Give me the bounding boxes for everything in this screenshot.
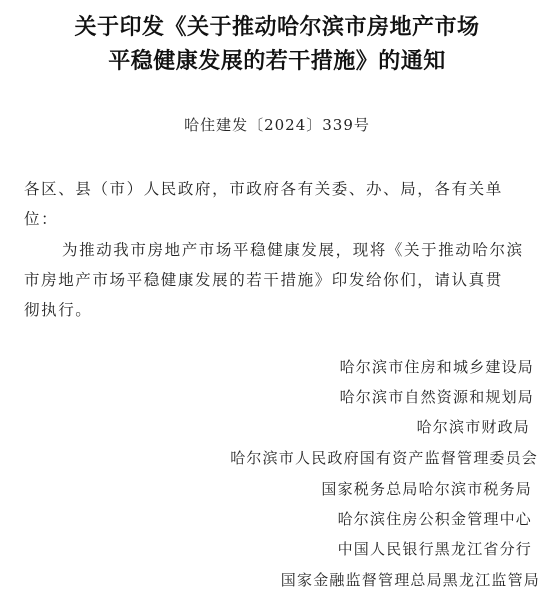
signatory-housing-bureau: 哈尔滨市住房和城乡建设局 (339, 358, 534, 376)
body-line-2: 市房地产市场平稳健康发展的若干措施》印发给你们，请认真贯 (24, 271, 503, 289)
body-line-1: 为推动我市房地产市场平稳健康发展，现将《关于推动哈尔滨 (62, 241, 524, 259)
title-line-1: 关于印发《关于推动哈尔滨市房地产市场 (74, 15, 480, 40)
signatory-tax-bureau: 国家税务总局哈尔滨市税务局 (321, 480, 532, 498)
signatory-sasac: 哈尔滨市人民政府国有资产监督管理委员会 (230, 449, 538, 467)
title-line-2: 平稳健康发展的若干措施》的通知 (108, 49, 446, 74)
signatory-housing-fund-center: 哈尔滨住房公积金管理中心 (337, 510, 532, 528)
document-number: 哈住建发〔2024〕339号 (184, 116, 370, 134)
body-line-3: 彻执行。 (24, 301, 93, 319)
signatory-pboc-branch: 中国人民银行黑龙江省分行 (337, 540, 532, 558)
signatory-finance-bureau: 哈尔滨市财政局 (416, 418, 530, 436)
signatory-planning-bureau: 哈尔滨市自然资源和规划局 (339, 388, 534, 406)
addressee-line-2: 位： (24, 210, 59, 228)
addressee-line-1: 各区、县（市）人民政府，市政府各有关委、办、局，各有关单 (24, 180, 503, 198)
signatory-nfra-bureau: 国家金融监督管理总局黑龙江监管局 (280, 571, 540, 589)
